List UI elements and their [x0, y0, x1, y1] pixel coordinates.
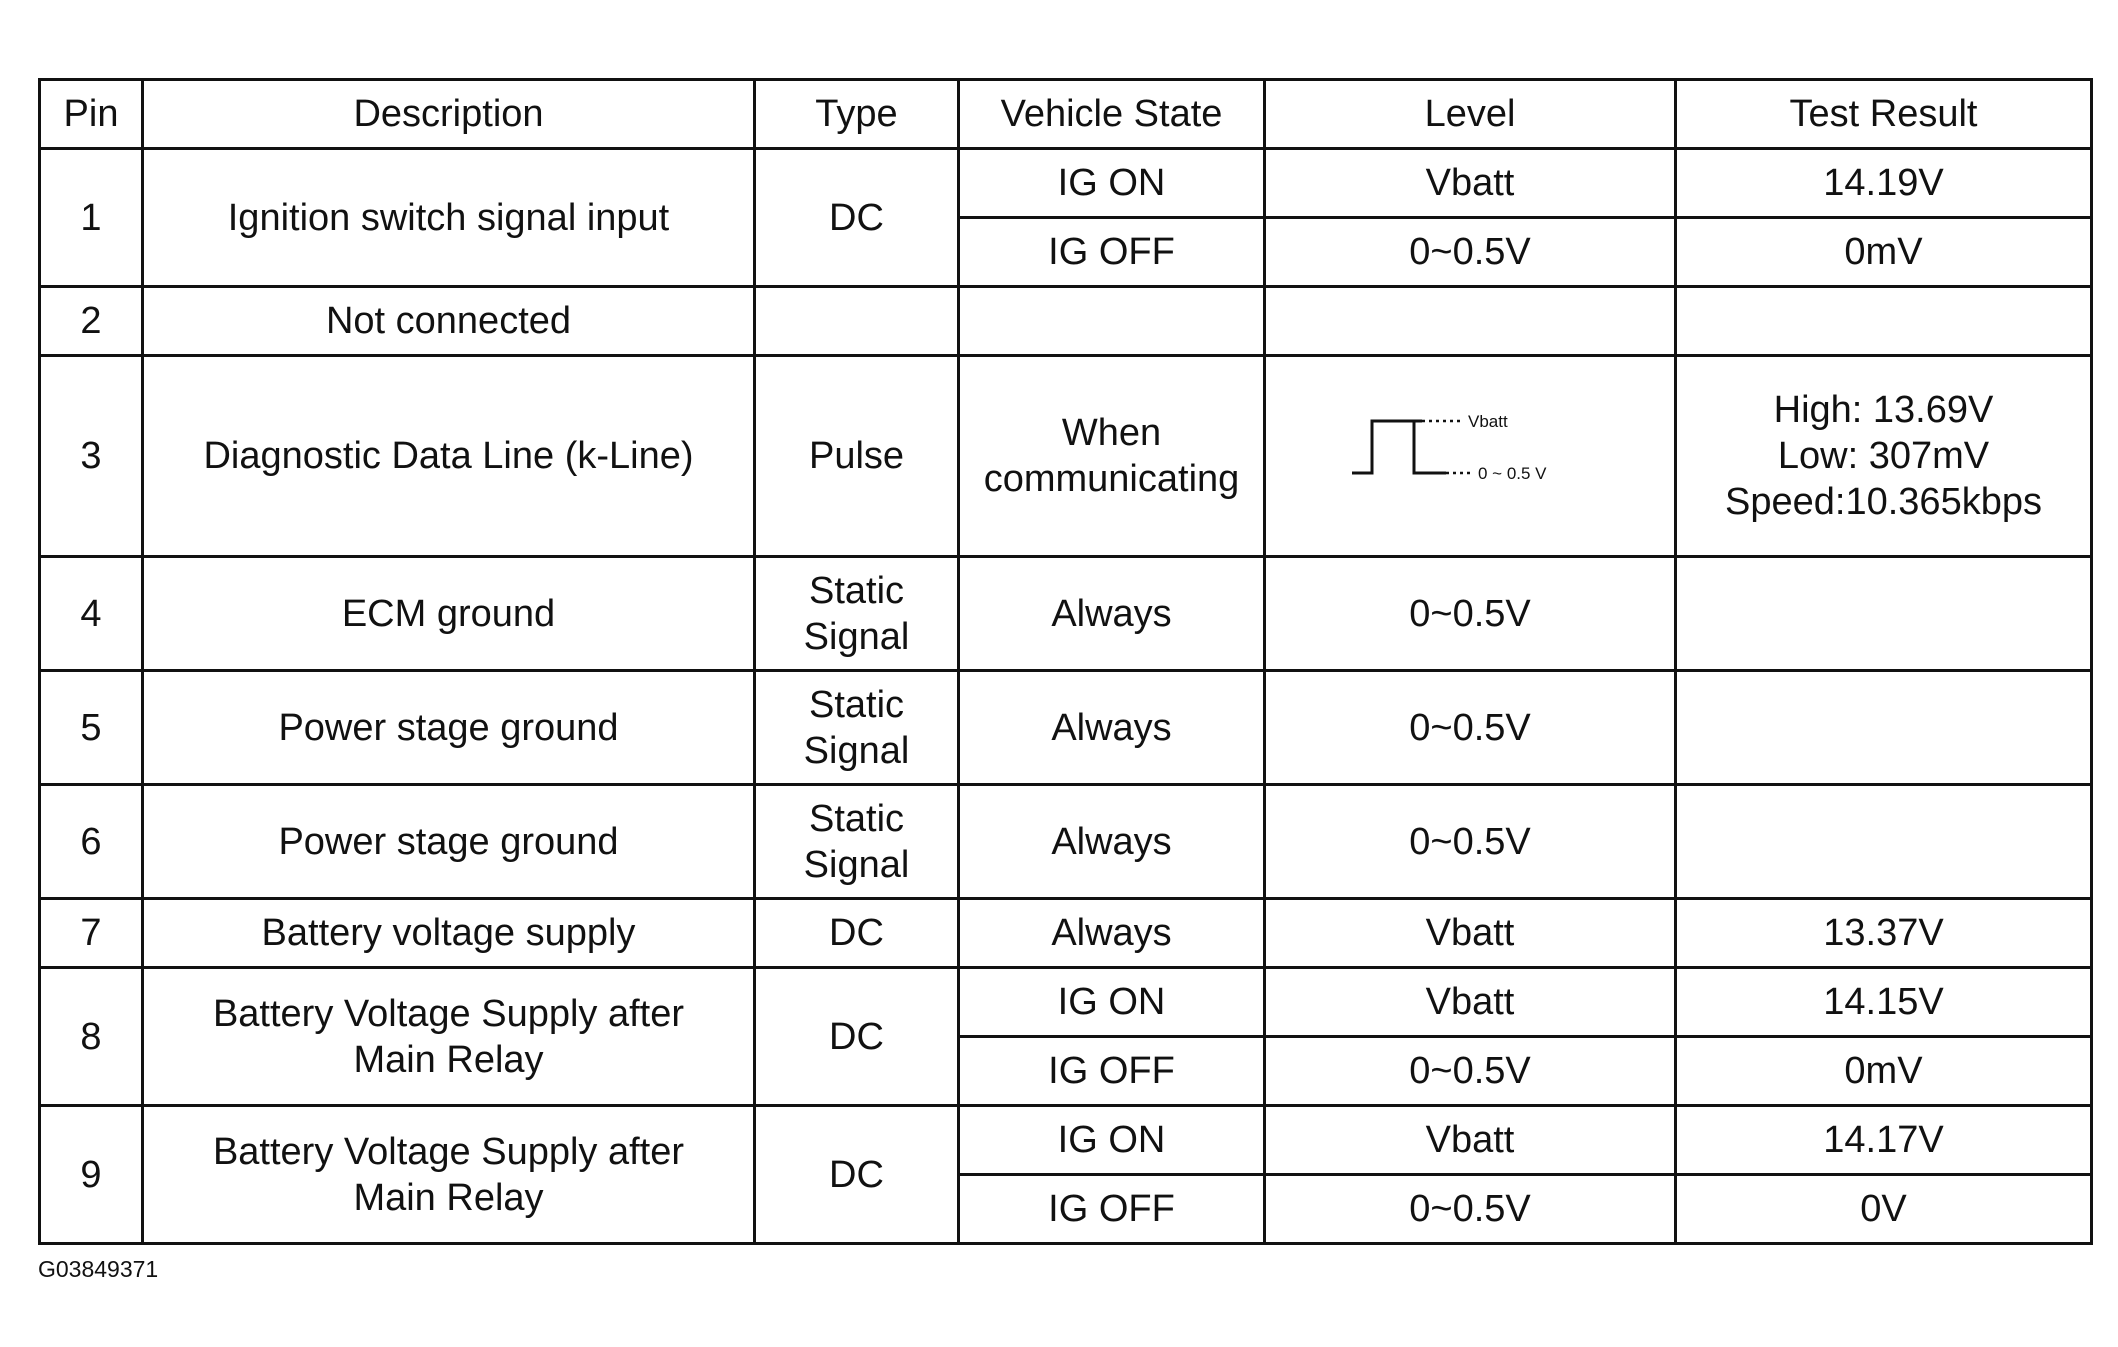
level: Vbatt	[1265, 1106, 1676, 1175]
pin-type-line: Static	[808, 683, 905, 726]
vehicle-state	[959, 356, 1265, 557]
pin-type-line: Static	[808, 569, 905, 612]
table-row	[40, 287, 2092, 356]
vehicle-state: IG OFF	[959, 1037, 1265, 1106]
vehicle-state: Always	[959, 671, 1265, 785]
pin-number: 4	[40, 557, 143, 671]
pulse-waveform-diagram	[1350, 411, 1590, 491]
pulse-low-label: 0 ~ 0.5 V	[1478, 463, 1547, 483]
vehicle-state: IG ON	[959, 149, 1265, 218]
table-row	[40, 671, 2092, 785]
pin-description: Power stage ground	[143, 785, 755, 899]
vehicle-state-line: When	[1061, 412, 1162, 454]
pin-description-line: Battery Voltage Supply after	[212, 992, 685, 1035]
vehicle-state: Always	[959, 899, 1265, 968]
pin-type: DC	[755, 899, 959, 968]
pin-description: Battery voltage supply	[143, 899, 755, 968]
pin-number: 1	[40, 149, 143, 287]
header-level: Level	[1265, 80, 1676, 149]
table-row	[40, 785, 2092, 899]
vehicle-state: IG ON	[959, 1106, 1265, 1175]
pin-type-line: Signal	[803, 615, 910, 658]
level	[1265, 287, 1676, 356]
pin-number: 9	[40, 1106, 143, 1244]
pin-description-line: Battery Voltage Supply after	[212, 1130, 685, 1173]
pin-number: 8	[40, 968, 143, 1106]
pin-number: 6	[40, 785, 143, 899]
test-result: 0mV	[1676, 1037, 2092, 1106]
pin-description-line: Main Relay	[353, 1038, 544, 1081]
pin-description: ECM ground	[143, 557, 755, 671]
test-result-line: Speed:10.365kbps	[1725, 481, 2042, 523]
pin-type: Pulse	[755, 356, 959, 557]
vehicle-state: Always	[959, 785, 1265, 899]
table-row	[40, 968, 2092, 1037]
pin-number: 5	[40, 671, 143, 785]
header-pin: Pin	[40, 80, 143, 149]
test-result	[1676, 785, 2092, 899]
vehicle-state: IG OFF	[959, 1175, 1265, 1244]
table-header-row	[40, 80, 2092, 149]
level: Vbatt	[1265, 899, 1676, 968]
test-result: 14.15V	[1676, 968, 2092, 1037]
header-type: Type	[755, 80, 959, 149]
level: 0~0.5V	[1265, 557, 1676, 671]
table-row	[40, 899, 2092, 968]
test-result	[1676, 557, 2092, 671]
pin-type: DC	[755, 968, 959, 1106]
pulse-waveform-line-falling	[1414, 421, 1446, 473]
level: 0~0.5V	[1265, 1175, 1676, 1244]
pin-description: Not connected	[143, 287, 755, 356]
test-result-line: Low: 307mV	[1777, 435, 1990, 477]
test-result	[1676, 356, 2092, 557]
pin-number: 7	[40, 899, 143, 968]
pin-table	[38, 78, 2093, 1245]
test-result-line: High: 13.69V	[1773, 389, 1994, 431]
level-waveform-cell	[1265, 356, 1676, 557]
pin-description: Diagnostic Data Line (k-Line)	[143, 356, 755, 557]
pin-type	[755, 557, 959, 671]
pulse-high-label: Vbatt	[1468, 411, 1508, 431]
vehicle-state: IG ON	[959, 968, 1265, 1037]
vehicle-state: IG OFF	[959, 218, 1265, 287]
pin-description: Ignition switch signal input	[143, 149, 755, 287]
level: 0~0.5V	[1265, 671, 1676, 785]
level: 0~0.5V	[1265, 1037, 1676, 1106]
table-row	[40, 1106, 2092, 1175]
table-row	[40, 149, 2092, 218]
vehicle-state-line: communicating	[983, 458, 1240, 500]
level: 0~0.5V	[1265, 218, 1676, 287]
test-result: 14.19V	[1676, 149, 2092, 218]
test-result: 13.37V	[1676, 899, 2092, 968]
level: Vbatt	[1265, 149, 1676, 218]
pin-description	[143, 968, 755, 1106]
header-test-result: Test Result	[1676, 80, 2092, 149]
test-result: 0mV	[1676, 218, 2092, 287]
test-result: 14.17V	[1676, 1106, 2092, 1175]
table-row	[40, 557, 2092, 671]
figure-id: G03849371	[38, 1256, 159, 1282]
pin-description	[143, 1106, 755, 1244]
pin-type: DC	[755, 149, 959, 287]
pin-type-line: Signal	[803, 729, 910, 772]
pin-type	[755, 785, 959, 899]
pin-type	[755, 671, 959, 785]
level: 0~0.5V	[1265, 785, 1676, 899]
test-result	[1676, 671, 2092, 785]
test-result: 0V	[1676, 1175, 2092, 1244]
pin-table-container	[38, 78, 2090, 1234]
pin-description-line: Main Relay	[353, 1176, 544, 1219]
level: Vbatt	[1265, 968, 1676, 1037]
test-result	[1676, 287, 2092, 356]
pin-type: DC	[755, 1106, 959, 1244]
pulse-waveform-line	[1352, 421, 1422, 473]
pin-number: 2	[40, 287, 143, 356]
header-description: Description	[143, 80, 755, 149]
pin-description: Power stage ground	[143, 671, 755, 785]
table-row	[40, 356, 2092, 557]
vehicle-state	[959, 287, 1265, 356]
pin-type-line: Signal	[803, 843, 910, 886]
pin-number: 3	[40, 356, 143, 557]
pulse-waveform-svg	[1350, 411, 1590, 491]
vehicle-state: Always	[959, 557, 1265, 671]
header-vehicle-state: Vehicle State	[959, 80, 1265, 149]
pin-type-line: Static	[808, 797, 905, 840]
pin-type	[755, 287, 959, 356]
